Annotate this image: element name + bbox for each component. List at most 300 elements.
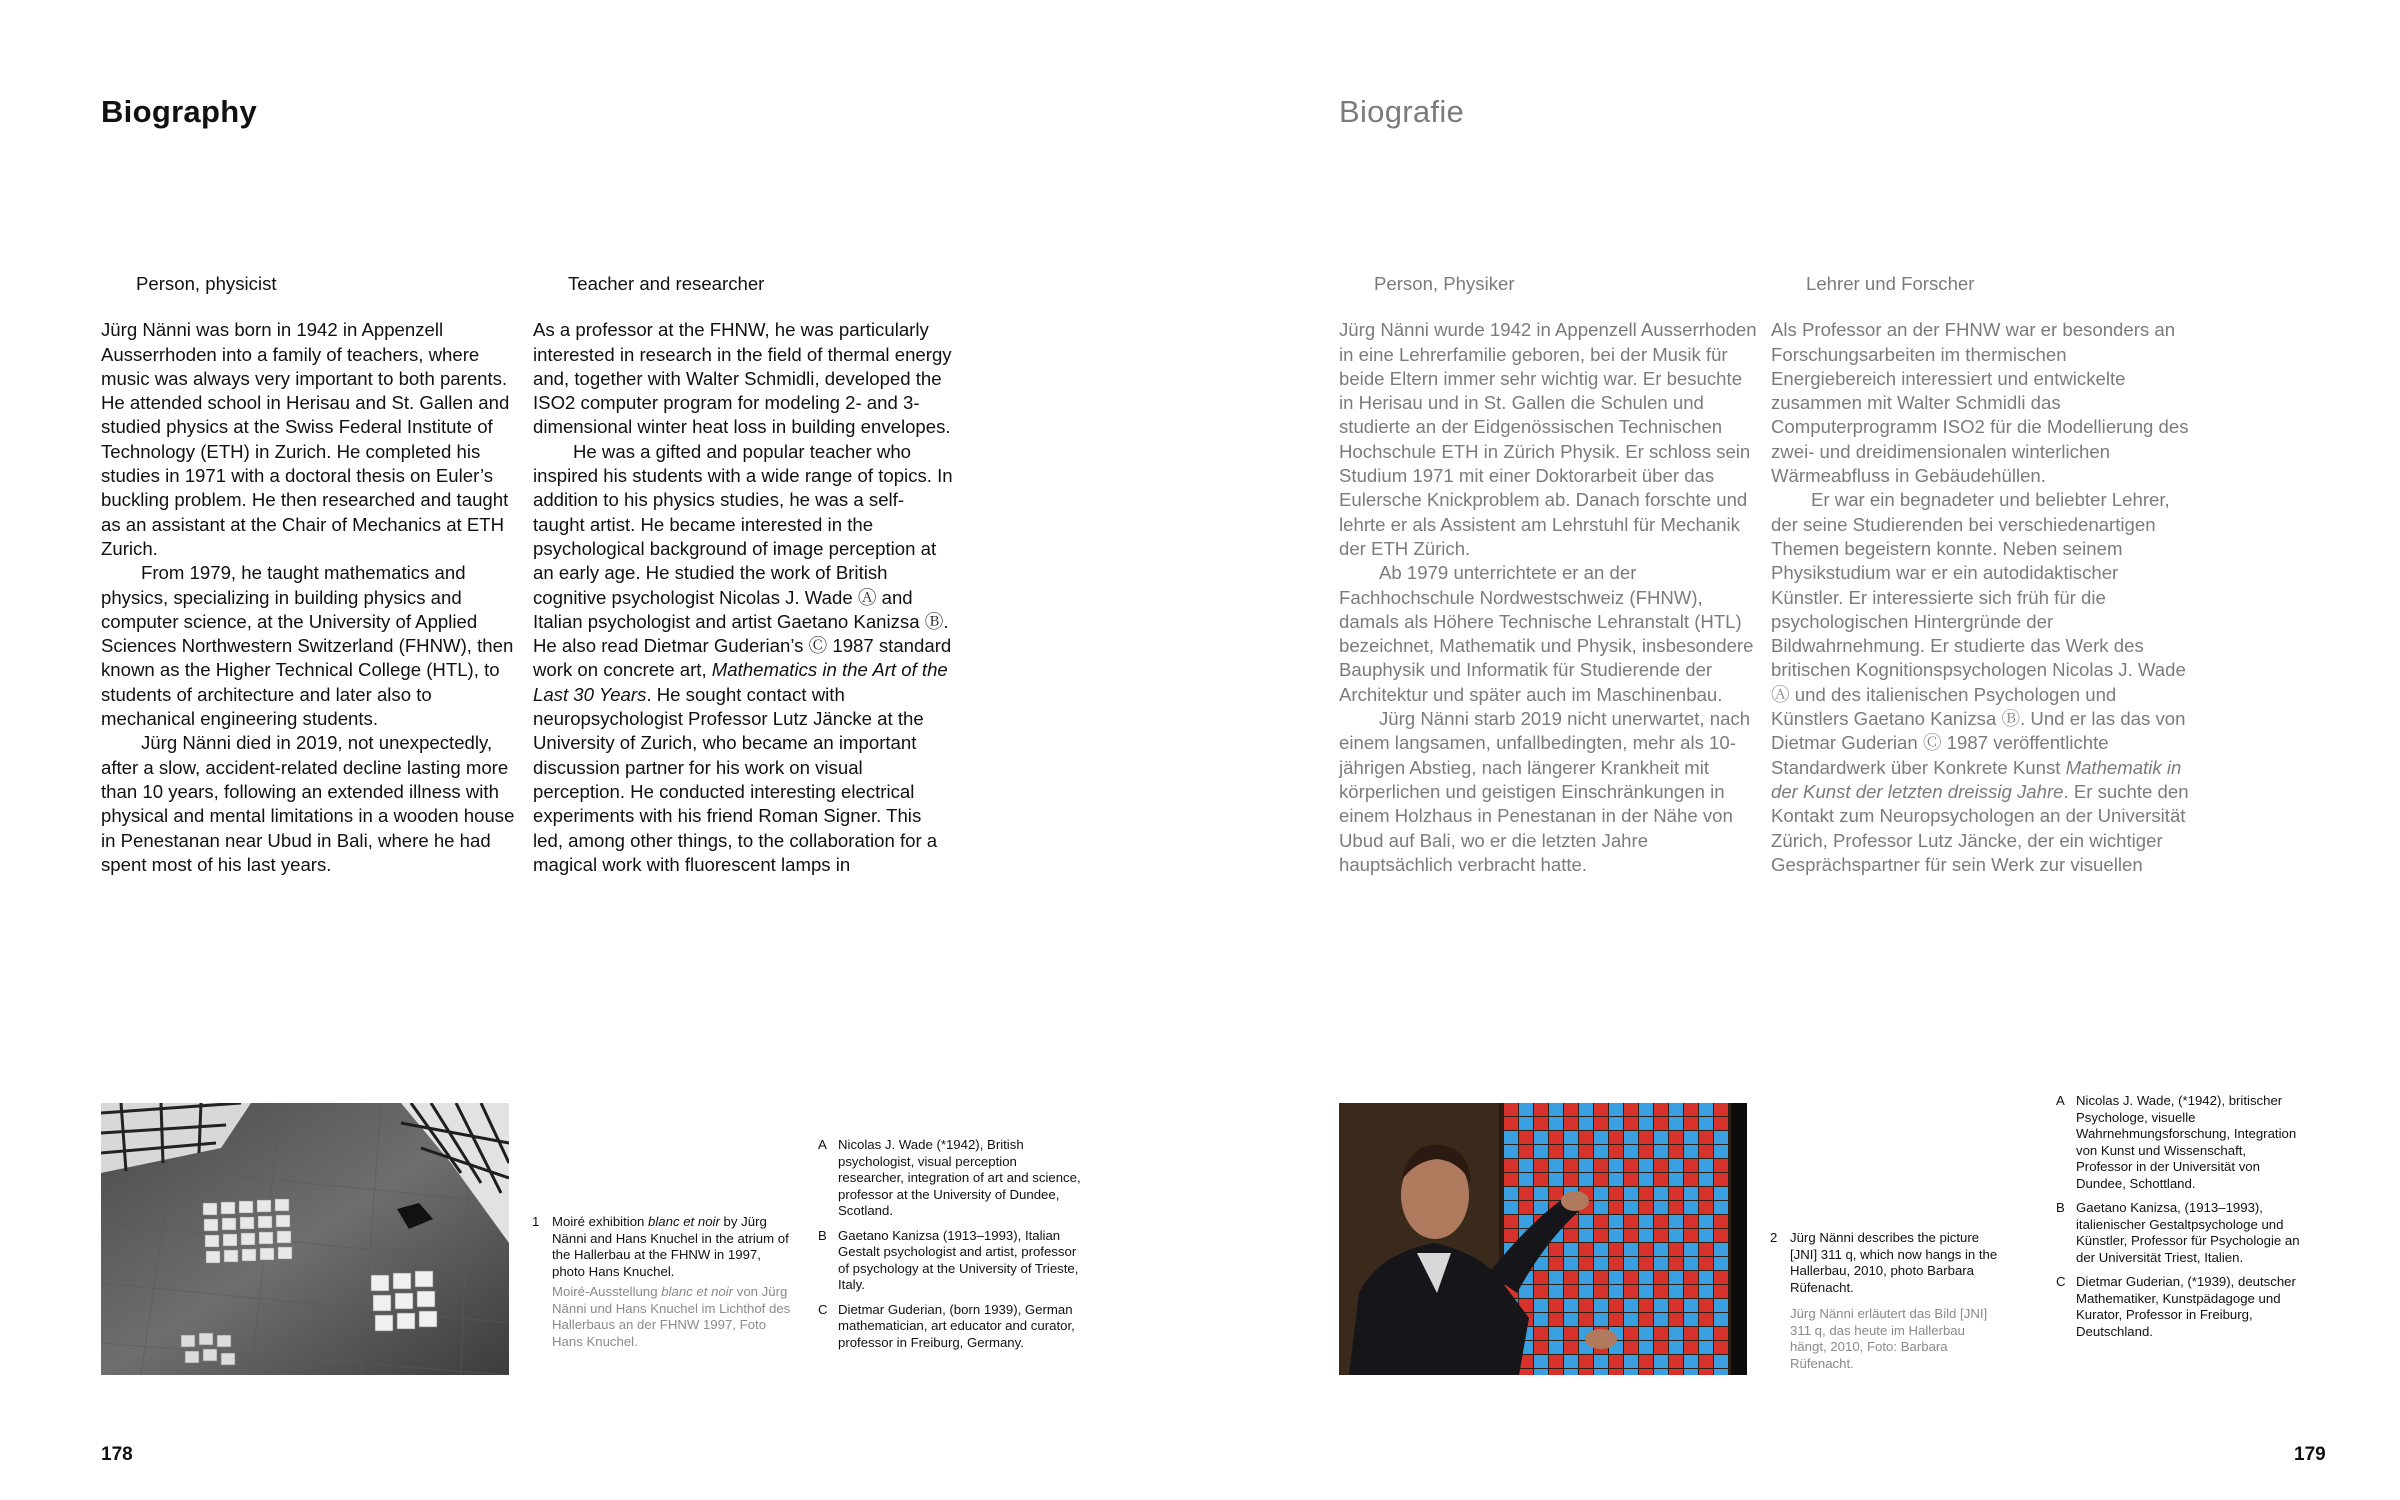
painting-cell <box>1579 1215 1593 1228</box>
painting-cell <box>1669 1355 1683 1368</box>
painting-cell <box>1684 1369 1698 1375</box>
painting-cell <box>1534 1145 1548 1158</box>
painting-cell <box>1684 1257 1698 1270</box>
painting-cell <box>1699 1271 1713 1284</box>
painting-cell <box>1579 1173 1593 1186</box>
painting-cell <box>1639 1159 1653 1172</box>
footnote-a: A Nicolas J. Wade, (*1942), britischer Psychologe, visuelle Wahrnehmungsforschung, Integration von Kunst und Wissenschaft, Professor in der Universität von Dundee, Schottland. <box>2056 1093 2297 1191</box>
painting-cell <box>1669 1313 1683 1326</box>
painting-cell <box>1549 1327 1563 1340</box>
painting-cell <box>1714 1257 1728 1270</box>
page-title-de: Biografie <box>1339 94 1465 129</box>
painting-cell <box>1579 1313 1593 1326</box>
painting-cell <box>1564 1327 1578 1340</box>
caption-en: Moiré exhibition blanc et noir by Jürg Nänni and Hans Knuchel in the atrium of the Hallerbau at the FHNW in 1997, photo Hans Knuchel. <box>552 1214 789 1279</box>
painting-cell <box>1564 1159 1578 1172</box>
painting-cell <box>1639 1313 1653 1326</box>
painting-cell <box>1534 1131 1548 1144</box>
painting-cell <box>1714 1215 1728 1228</box>
painting-cell <box>1699 1327 1713 1340</box>
page-title-en: Biography <box>101 94 257 129</box>
painting-cell <box>1669 1299 1683 1312</box>
painting-cell <box>1534 1355 1548 1368</box>
painting-cell <box>1669 1201 1683 1214</box>
painting-cell <box>1714 1369 1728 1375</box>
caption-de: Moiré-Ausstellung blanc et noir von Jürg Nänni und Hans Knuchel im Lichthof des Hallerbaus an der FHNW 1997, Foto Hans Knuchel. <box>552 1284 791 1349</box>
painting-cell <box>1579 1103 1593 1116</box>
painting-cell <box>1654 1145 1668 1158</box>
painting-cell <box>1504 1173 1518 1186</box>
painting-cell <box>1579 1257 1593 1270</box>
painting-cell <box>1594 1173 1608 1186</box>
painting-cell <box>1579 1243 1593 1256</box>
painting-cell <box>1609 1271 1623 1284</box>
painting-cell <box>1579 1159 1593 1172</box>
painting-cell <box>1684 1229 1698 1242</box>
painting-cell <box>1609 1173 1623 1186</box>
painting-cell <box>1639 1187 1653 1200</box>
painting-cell <box>1609 1299 1623 1312</box>
painting-cell <box>1579 1299 1593 1312</box>
painting-cell <box>1624 1145 1638 1158</box>
section-heading: Lehrer und Forscher <box>1806 273 1975 294</box>
painting-cell <box>1684 1327 1698 1340</box>
painting-cell <box>1639 1117 1653 1130</box>
painting-cell <box>1654 1369 1668 1375</box>
paragraph: As a professor at the FHNW, he was particularly interested in research in the field of thermal energy and, together with Walter Schmidli, developed the ISO2 computer program for modeling 2- and 3-dimensional winter heat loss in building envelopes. <box>533 319 952 438</box>
caption-de: Jürg Nänni erläutert das Bild [JNI] 311 q, das heute im Hallerbau hängt, 2010, Foto: Barbara Rüfenacht. <box>1790 1306 1988 1371</box>
painting-cell <box>1669 1173 1683 1186</box>
column-person-physicist <box>101 272 521 877</box>
painting-cell <box>1684 1201 1698 1214</box>
painting-cell <box>1534 1313 1548 1326</box>
painting-cell <box>1594 1159 1608 1172</box>
painting-cell <box>1714 1117 1728 1130</box>
painting-cell <box>1519 1145 1533 1158</box>
painting-cell <box>1534 1103 1548 1116</box>
painting-cell <box>1519 1285 1533 1298</box>
painting-cell <box>1609 1159 1623 1172</box>
painting-cell <box>1669 1257 1683 1270</box>
painting-cell <box>1534 1201 1548 1214</box>
painting-cell <box>1549 1243 1563 1256</box>
painting-cell <box>1714 1355 1728 1368</box>
painting-cell <box>1684 1117 1698 1130</box>
painting-cell <box>1699 1173 1713 1186</box>
painting-cell <box>1654 1285 1668 1298</box>
painting-cell <box>1534 1117 1548 1130</box>
painting-cell <box>1699 1131 1713 1144</box>
painting-cell <box>1639 1201 1653 1214</box>
painting-cell <box>1579 1285 1593 1298</box>
painting-cell <box>1624 1299 1638 1312</box>
painting-cell <box>1609 1103 1623 1116</box>
painting-cell <box>1669 1215 1683 1228</box>
painting-cell <box>1624 1369 1638 1375</box>
painting-cell <box>1699 1355 1713 1368</box>
painting-cell <box>1519 1369 1533 1375</box>
painting-cell <box>1654 1355 1668 1368</box>
painting-cell <box>1579 1145 1593 1158</box>
painting-cell <box>1549 1341 1563 1354</box>
painting-cell <box>1699 1313 1713 1326</box>
page-right <box>1200 0 2400 1500</box>
painting-cell <box>1654 1187 1668 1200</box>
painting-cell <box>1654 1243 1668 1256</box>
painting-cell <box>1669 1285 1683 1298</box>
painting-cell <box>1714 1131 1728 1144</box>
painting-cell <box>1504 1215 1518 1228</box>
painting-cell <box>1669 1187 1683 1200</box>
paragraph: Jürg Nänni starb 2019 nicht unerwartet, nach einem langsamen, unfallbedingten, mehr als 10-jährigen Abstieg, nach längerer Krankheit mit körperlichen und geistigen Einschränkungen in einem Holzhaus in Penestanan in der Nähe von Ubud auf Bali, wo er die letzten Jahre hauptsächlich verbracht hatte. <box>1339 708 1751 875</box>
painting-cell <box>1504 1229 1518 1242</box>
painting-cell <box>1594 1117 1608 1130</box>
painting-cell <box>1669 1341 1683 1354</box>
painting-cell <box>1504 1117 1518 1130</box>
painting-cell <box>1639 1243 1653 1256</box>
painting-cell <box>1579 1369 1593 1375</box>
painting-cell <box>1519 1131 1533 1144</box>
painting-cell <box>1519 1201 1533 1214</box>
painting-cell <box>1654 1229 1668 1242</box>
painting-cell <box>1564 1243 1578 1256</box>
painting-cell <box>1624 1271 1638 1284</box>
painting-cell <box>1699 1103 1713 1116</box>
footnote-b: B Gaetano Kanizsa (1913–1993), Italian Gestalt psychologist and artist, professor of psychology at the University of Trieste, Italy. <box>818 1227 1079 1292</box>
painting-cell <box>1594 1285 1608 1298</box>
painting-cell <box>1579 1229 1593 1242</box>
section-heading: Teacher and researcher <box>568 273 765 294</box>
painting-cell <box>1564 1341 1578 1354</box>
painting-cell <box>1549 1131 1563 1144</box>
painting-cell <box>1504 1159 1518 1172</box>
painting-cell <box>1624 1355 1638 1368</box>
footnotes-de <box>2056 1093 2306 1348</box>
painting-cell <box>1654 1131 1668 1144</box>
painting-cell <box>1519 1159 1533 1172</box>
painting-cell <box>1534 1173 1548 1186</box>
caption-photo-1 <box>532 1214 792 1358</box>
painting-cell <box>1654 1103 1668 1116</box>
painting-cell <box>1654 1117 1668 1130</box>
painting-cell <box>1654 1327 1668 1340</box>
painting-cell <box>1549 1355 1563 1368</box>
painting-cell <box>1549 1299 1563 1312</box>
painting-cell <box>1534 1299 1548 1312</box>
painting-cell <box>1519 1187 1533 1200</box>
painting-cell <box>1609 1313 1623 1326</box>
painting-cell <box>1609 1117 1623 1130</box>
painting-cell <box>1714 1271 1728 1284</box>
footnote-c: C Dietmar Guderian, (born 1939), German mathematician, art educator and curator, professor in Freiburg, Germany. <box>818 1301 1075 1350</box>
painting-cell <box>1609 1257 1623 1270</box>
painting-cell <box>1669 1145 1683 1158</box>
painting-cell <box>1669 1103 1683 1116</box>
caption-number: 2 <box>1770 1230 1778 1245</box>
painting-cell <box>1564 1131 1578 1144</box>
painting-cell <box>1654 1271 1668 1284</box>
painting-cell <box>1714 1201 1728 1214</box>
painting-cell <box>1684 1187 1698 1200</box>
painting-cell <box>1684 1271 1698 1284</box>
painting-cell <box>1699 1299 1713 1312</box>
painting-cell <box>1639 1299 1653 1312</box>
painting-cell <box>1519 1173 1533 1186</box>
painting-cell <box>1609 1187 1623 1200</box>
painting-cell <box>1534 1285 1548 1298</box>
painting-cell <box>1654 1299 1668 1312</box>
painting-cell <box>1624 1327 1638 1340</box>
painting-cell <box>1714 1299 1728 1312</box>
painting-cell <box>1624 1159 1638 1172</box>
paragraph: Jürg Nänni was born in 1942 in Appenzell Ausserrhoden into a family of teachers, where music was always very important to both parents. He attended school in Herisau and St. Gallen and studied physics at the Swiss Federal Institute of Technology (ETH) in Zurich. He completed his studies in 1971 with a doctoral thesis on Euler’s buckling problem. He then researched and taught as an assistant at the Chair of Mechanics at ETH Zurich. <box>101 319 510 559</box>
paragraph: He was a gifted and popular teacher who inspired his students with a wide range of topics. In addition to his physics studies, he was a self-taught artist. He became interested in the psychological background of image perception at an early age. He studied the work of British cognitive psychologist Nicolas J. Wade Ⓐ and Italian psychologist and artist Gaetano Kanizsa Ⓑ. He also read Dietmar Guderian’s Ⓒ 1987 standard work on concrete art, Mathematics in the Art of the Last 30 Years. He sought contact with neuropsychologist Professor Lutz Jäncke at the University of Zurich, who became an important discussion partner for his work on visual perception. He conducted interesting electrical experiments with his friend Roman Signer. This led, among other things, to the collaboration for a magical work with fluorescent lamps in <box>533 440 953 875</box>
painting-cell <box>1699 1229 1713 1242</box>
painting-cell <box>1684 1243 1698 1256</box>
painting-cell <box>1579 1131 1593 1144</box>
painting-cell <box>1699 1369 1713 1375</box>
caption-photo-2 <box>1770 1230 2000 1380</box>
painting-cell <box>1684 1131 1698 1144</box>
painting-cell <box>1594 1187 1608 1200</box>
painting-cell <box>1549 1285 1563 1298</box>
painting-cell <box>1684 1215 1698 1228</box>
painting-cell <box>1504 1131 1518 1144</box>
painting-cell <box>1699 1215 1713 1228</box>
painting-cell <box>1624 1313 1638 1326</box>
painting-cell <box>1594 1145 1608 1158</box>
painting-cell <box>1594 1355 1608 1368</box>
footnote-b: B Gaetano Kanizsa, (1913–1993), italienischer Gestaltpsychologe und Künstler, Professor für Psychologie an der Universität Triest, Italien. <box>2056 1200 2300 1265</box>
section-heading: Person, Physiker <box>1374 273 1515 294</box>
painting-cell <box>1609 1243 1623 1256</box>
column-lehrer-forscher <box>1771 272 2191 877</box>
footnote-c: C Dietmar Guderian, (*1939), deutscher Mathematiker, Kunstpädagoge und Kurator, Professor in Freiburg, Deutschland. <box>2056 1274 2296 1339</box>
painting-cell <box>1534 1327 1548 1340</box>
painting-cell <box>1639 1229 1653 1242</box>
painting-cell <box>1564 1173 1578 1186</box>
painting-cell <box>1714 1173 1728 1186</box>
page-number: 178 <box>101 1444 133 1465</box>
painting-cell <box>1714 1243 1728 1256</box>
painting-cell <box>1714 1327 1728 1340</box>
painting-cell <box>1699 1159 1713 1172</box>
painting-cell <box>1654 1313 1668 1326</box>
painting-cell <box>1519 1103 1533 1116</box>
painting-cell <box>1549 1271 1563 1284</box>
painting-cell <box>1609 1145 1623 1158</box>
caption-number: 1 <box>532 1214 540 1229</box>
painting-cell <box>1594 1369 1608 1375</box>
painting-cell <box>1639 1131 1653 1144</box>
painting-cell <box>1684 1299 1698 1312</box>
painting-cell <box>1579 1117 1593 1130</box>
painting-cell <box>1714 1159 1728 1172</box>
painting-cell <box>1669 1271 1683 1284</box>
painting-cell <box>1594 1103 1608 1116</box>
photo-moire-exhibition <box>101 1103 509 1375</box>
painting-cell <box>1624 1341 1638 1354</box>
painting-cell <box>1504 1187 1518 1200</box>
painting-cell <box>1594 1313 1608 1326</box>
footnote-a: A Nicolas J. Wade (*1942), British psychologist, visual perception researcher, integration of art and science, professor at the University of Dundee, Scotland. <box>818 1137 1081 1218</box>
painting-cell <box>1564 1299 1578 1312</box>
painting-cell <box>1609 1215 1623 1228</box>
painting-cell <box>1549 1159 1563 1172</box>
painting-cell <box>1714 1341 1728 1354</box>
painting-cell <box>1549 1117 1563 1130</box>
painting-cell <box>1639 1355 1653 1368</box>
column-teacher-researcher <box>533 272 953 877</box>
painting-cell <box>1639 1145 1653 1158</box>
painting-cell <box>1699 1257 1713 1270</box>
painting-cell <box>1624 1187 1638 1200</box>
painting-cell <box>1579 1271 1593 1284</box>
painting-cell <box>1624 1173 1638 1186</box>
painting-cell <box>1534 1187 1548 1200</box>
painting-cell <box>1594 1131 1608 1144</box>
painting-cell <box>1684 1159 1698 1172</box>
painting-cell <box>1654 1341 1668 1354</box>
column-person-physiker <box>1339 272 1759 877</box>
painting-cell <box>1699 1243 1713 1256</box>
painting-cell <box>1594 1215 1608 1228</box>
painting-cell <box>1699 1145 1713 1158</box>
painting-cell <box>1609 1229 1623 1242</box>
painting-cell <box>1699 1341 1713 1354</box>
footnotes-en <box>818 1137 1083 1359</box>
painting-cell <box>1549 1313 1563 1326</box>
painting-cell <box>1714 1187 1728 1200</box>
painting-cell <box>1654 1215 1668 1228</box>
painting-cell <box>1534 1159 1548 1172</box>
painting-cell <box>1519 1117 1533 1130</box>
painting-cell <box>1609 1131 1623 1144</box>
painting-cell <box>1624 1131 1638 1144</box>
painting-cell <box>1684 1355 1698 1368</box>
painting-cell <box>1534 1341 1548 1354</box>
painting-cell <box>1564 1355 1578 1368</box>
paragraph: Jürg Nänni wurde 1942 in Appenzell Ausserrhoden in eine Lehrerfamilie geboren, bei der Musik für beide Eltern immer sehr wichtig war. Er besuchte in Herisau und in St. Gallen die Schulen und studierte an der Eidgenössischen Technischen Hochschule ETH in Zürich Physik. Er schloss sein Studium 1971 mit einer Doktorarbeit über das Eulersche Knickproblem ab. Danach forschte und lehrte er als Assistent am Lehrstuhl für Mechanik der ETH Zürich. <box>1339 319 1757 559</box>
painting-cell <box>1639 1369 1653 1375</box>
painting-cell <box>1654 1201 1668 1214</box>
painting-cell <box>1504 1201 1518 1214</box>
painting-cell <box>1624 1257 1638 1270</box>
painting-cell <box>1504 1145 1518 1158</box>
painting-cell <box>1669 1131 1683 1144</box>
painting-cell <box>1564 1313 1578 1326</box>
painting-cell <box>1624 1229 1638 1242</box>
painting-cell <box>1714 1145 1728 1158</box>
painting-cell <box>1714 1285 1728 1298</box>
painting-cell <box>1549 1103 1563 1116</box>
paragraph: From 1979, he taught mathematics and physics, specializing in building physics and computer science, at the University of Applied Sciences Northwestern Switzerland (FHNW), then known as the Higher Technical College (HTL), to students of architecture and later also to mechanical engineering students. <box>101 562 514 730</box>
painting-cell <box>1534 1271 1548 1284</box>
painting-cell <box>1594 1257 1608 1270</box>
photo-nanni-painting <box>1339 1103 1747 1375</box>
painting-cell <box>1564 1117 1578 1130</box>
painting-cell <box>1564 1257 1578 1270</box>
painting-cell <box>1669 1243 1683 1256</box>
painting-cell <box>1639 1215 1653 1228</box>
paragraph: Als Professor an der FHNW war er besonders an Forschungsarbeiten im thermischen Energiebereich interessiert und entwickelte zusammen mit Walter Schmidli das Computerprogramm ISO2 für die Modellierung des zwei- und dreidimensionalen winterlichen Wärmeabfluss in Gebäudehüllen. <box>1771 319 2189 487</box>
painting-cell <box>1639 1103 1653 1116</box>
paragraph: Jürg Nänni died in 2019, not unexpectedly, after a slow, accident-related decline lasting more than 10 years, following an extended illness with physical and mental limitations in a wooden house in Penestanan near Ubud in Bali, where he had spent most of his last years. <box>101 732 515 875</box>
painting-cell <box>1549 1145 1563 1158</box>
painting-cell <box>1669 1327 1683 1340</box>
painting-cell <box>1519 1215 1533 1228</box>
painting-cell <box>1639 1327 1653 1340</box>
painting-cell <box>1549 1257 1563 1270</box>
painting-cell <box>1714 1229 1728 1242</box>
painting-cell <box>1609 1369 1623 1375</box>
painting-cell <box>1669 1229 1683 1242</box>
painting-cell <box>1654 1159 1668 1172</box>
painting-cell <box>1564 1103 1578 1116</box>
painting-cell <box>1624 1201 1638 1214</box>
painting-cell <box>1549 1187 1563 1200</box>
painting-cell <box>1564 1369 1578 1375</box>
painting-cell <box>1639 1257 1653 1270</box>
painting-cell <box>1699 1187 1713 1200</box>
painting-cell <box>1624 1103 1638 1116</box>
paragraph: Ab 1979 unterrichtete er an der Fachhochschule Nordwestschweiz (FHNW), damals als Höhere Technische Lehranstalt (HTL) bezeichnet, Mathematik und Physik, insbesondere Bauphysik und Informatik für Studierende der Architektur und später auch im Maschinenbau. <box>1339 562 1754 705</box>
painting-cell <box>1714 1103 1728 1116</box>
painting-cell <box>1624 1243 1638 1256</box>
painting-cell <box>1669 1159 1683 1172</box>
painting-cell <box>1594 1229 1608 1242</box>
painting-cell <box>1579 1355 1593 1368</box>
painting-cell <box>1699 1285 1713 1298</box>
painting-cell <box>1654 1257 1668 1270</box>
painting-cell <box>1534 1369 1548 1375</box>
painting-cell <box>1549 1173 1563 1186</box>
painting-cell <box>1564 1145 1578 1158</box>
painting-cell <box>1594 1271 1608 1284</box>
painting-cell <box>1564 1285 1578 1298</box>
painting-cell <box>1624 1215 1638 1228</box>
painting-cell <box>1594 1299 1608 1312</box>
painting-cell <box>1609 1355 1623 1368</box>
painting-cell <box>1684 1103 1698 1116</box>
painting-cell <box>1564 1271 1578 1284</box>
painting-cell <box>1504 1103 1518 1116</box>
painting-cell <box>1594 1201 1608 1214</box>
painting-cell <box>1684 1173 1698 1186</box>
painting-cell <box>1624 1285 1638 1298</box>
painting-cell <box>1684 1313 1698 1326</box>
paragraph: Er war ein begnadeter und beliebter Lehrer, der seine Studierenden bei verschiedenartigen Themen begeistern konnte. Neben seinem Physikstudium war er ein autodidaktischer Künstler. Er interessierte sich früh für die psychologischen Hintergründe der Bildwahrnehmung. Er studierte das Werk des britischen Kognitionspsychologen Nicolas J. Wade Ⓐ und des italienischen Psychologen und Künstlers Gaetano Kanizsa Ⓑ. Und er las das von Dietmar Guderian Ⓒ 1987 veröffentlichte Standardwerk über Konkrete Kunst Mathematik in der Kunst der letzten dreissig Jahre. Er suchte den Kontakt zum Neuropsychologen an der Universität Zürich, Professor Lutz Jäncke, der ein wichtiger Gesprächspartner für sein Werk zur visuellen <box>1771 489 2189 875</box>
painting-cell <box>1594 1243 1608 1256</box>
section-heading: Person, physicist <box>136 273 277 294</box>
painting-cell <box>1639 1341 1653 1354</box>
painting-cell <box>1609 1201 1623 1214</box>
painting-cell <box>1639 1173 1653 1186</box>
painting-cell <box>1684 1341 1698 1354</box>
painting-cell <box>1699 1201 1713 1214</box>
painting-cell <box>1624 1117 1638 1130</box>
painting-cell <box>1639 1285 1653 1298</box>
page-number: 179 <box>2294 1444 2326 1465</box>
caption-en: Jürg Nänni describes the picture [JNI] 311 q, which now hangs in the Hallerbau, 2010, photo Barbara Rüfenacht. <box>1790 1230 1998 1295</box>
painting-cell <box>1684 1285 1698 1298</box>
painting-cell <box>1669 1369 1683 1375</box>
painting-cell <box>1714 1313 1728 1326</box>
painting-cell <box>1549 1369 1563 1375</box>
painting-cell <box>1669 1117 1683 1130</box>
painting-cell <box>1699 1117 1713 1130</box>
painting-cell <box>1639 1271 1653 1284</box>
